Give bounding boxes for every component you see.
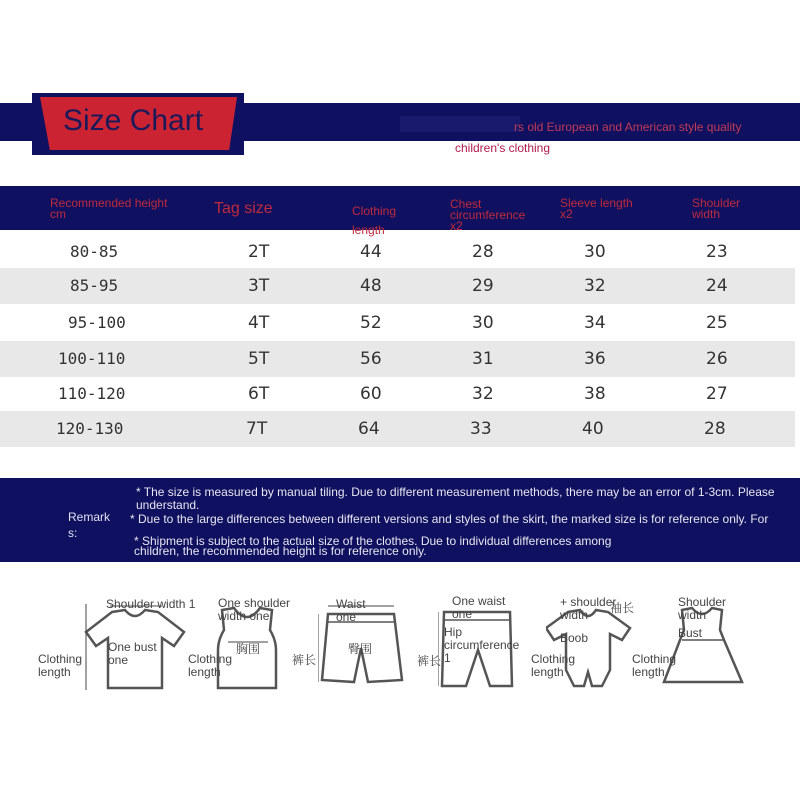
cell-length: 48 [360,276,382,296]
cell-height: 120-130 [56,419,124,438]
dress-label-length: Clothing length [632,652,677,679]
cell-shoulder: 27 [706,384,728,404]
romper-label-length: Clothing length [531,652,576,679]
table-row [0,234,795,270]
cell-length: 56 [360,349,382,369]
cell-shoulder: 24 [706,276,728,296]
quality-subline: children's clothing [455,141,551,155]
cell-chest: 28 [472,242,494,262]
table-row [0,341,795,377]
quality-line: rs old European and American style quality [514,120,742,134]
cell-height: 85-95 [70,276,119,295]
column-header-tag-size: Tag size [214,200,273,217]
cell-chest: 30 [472,313,494,333]
remark-line-3: * Shipment is subject to the actual size of the clothes. Due to individual differences among [134,534,612,548]
pants-label-waist: One waist one [452,594,506,621]
vest-label-chest: 胸围 [236,642,261,656]
table-row [0,411,795,447]
cell-length: 60 [360,384,382,404]
remark-line-4: children, the recommended height is for reference only. [134,544,427,558]
vest-label-length: Clothing length [188,652,233,679]
cell-sleeve: 38 [584,384,606,404]
cell-chest: 32 [472,384,494,404]
quality-smudge [400,116,520,132]
shorts-label-waist: Waist one [336,597,366,624]
cell-height: 95-100 [68,313,126,332]
cell-tag: 5T [248,349,270,369]
cell-shoulder: 25 [706,313,728,333]
table-row [0,268,795,304]
cell-tag: 7T [246,419,268,439]
cell-height: 110-120 [58,384,126,403]
romper-label-bust: Boob [560,631,589,645]
remark-line-1: * The size is measured by manual tiling. Due to different measurement methods, there may be an error of 1-3cm. Please understand. [136,486,775,512]
cell-sleeve: 32 [584,276,606,296]
cell-height: 100-110 [58,349,126,368]
romper-label-sleeve: 袖长 [610,601,635,615]
cell-shoulder: 28 [704,419,726,439]
remark-line-2: * Due to the large differences between different versions and styles of the skirt, the marked size is for reference only. For [130,512,769,526]
cell-tag: 4T [248,313,270,333]
cell-height: 80-85 [70,242,119,261]
column-header-chest: Chest circumference x2 [450,197,526,233]
column-header-height: Recommended height cm [50,196,168,221]
tshirt-label-shoulder: Shoulder width 1 [106,597,196,611]
dress-label-shoulder: Shoulder width [678,595,727,622]
pants-label-length: 裤长 [417,654,442,668]
column-header-clothing-length: Clothing length [352,204,397,237]
table-row [0,305,795,341]
cell-chest: 33 [470,419,492,439]
cell-tag: 2T [248,242,270,262]
dress-label-bust: Bust [678,626,703,640]
cell-sleeve: 30 [584,242,606,262]
cell-tag: 3T [248,276,270,296]
cell-tag: 6T [248,384,270,404]
cell-sleeve: 34 [584,313,606,333]
cell-sleeve: 40 [582,419,604,439]
remarks-label: Remarks: [68,510,111,540]
cell-shoulder: 26 [706,349,728,369]
page-title: Size Chart [63,104,204,137]
table-row [0,376,795,412]
pants-label-hip: Hip circumference 1 [444,625,520,665]
cell-chest: 29 [472,276,494,296]
tshirt-label-length: Clothing length [38,652,83,679]
tshirt-label-bust: One bust one [108,640,157,667]
column-header-shoulder: Shoulder width [692,196,741,221]
shorts-label-hip: 臀围 [348,642,373,656]
cell-chest: 31 [472,349,494,369]
cell-length: 44 [360,242,382,262]
romper-label-shoulder: + shoulder width [560,595,617,622]
shorts-label-inseam: 裤长 [292,653,317,667]
cell-shoulder: 23 [706,242,728,262]
column-header-sleeve: Sleeve length x2 [560,196,633,221]
vest-label-shoulder: One shoulder width one [218,596,291,623]
cell-length: 64 [358,419,380,439]
cell-sleeve: 36 [584,349,606,369]
cell-length: 52 [360,313,382,333]
